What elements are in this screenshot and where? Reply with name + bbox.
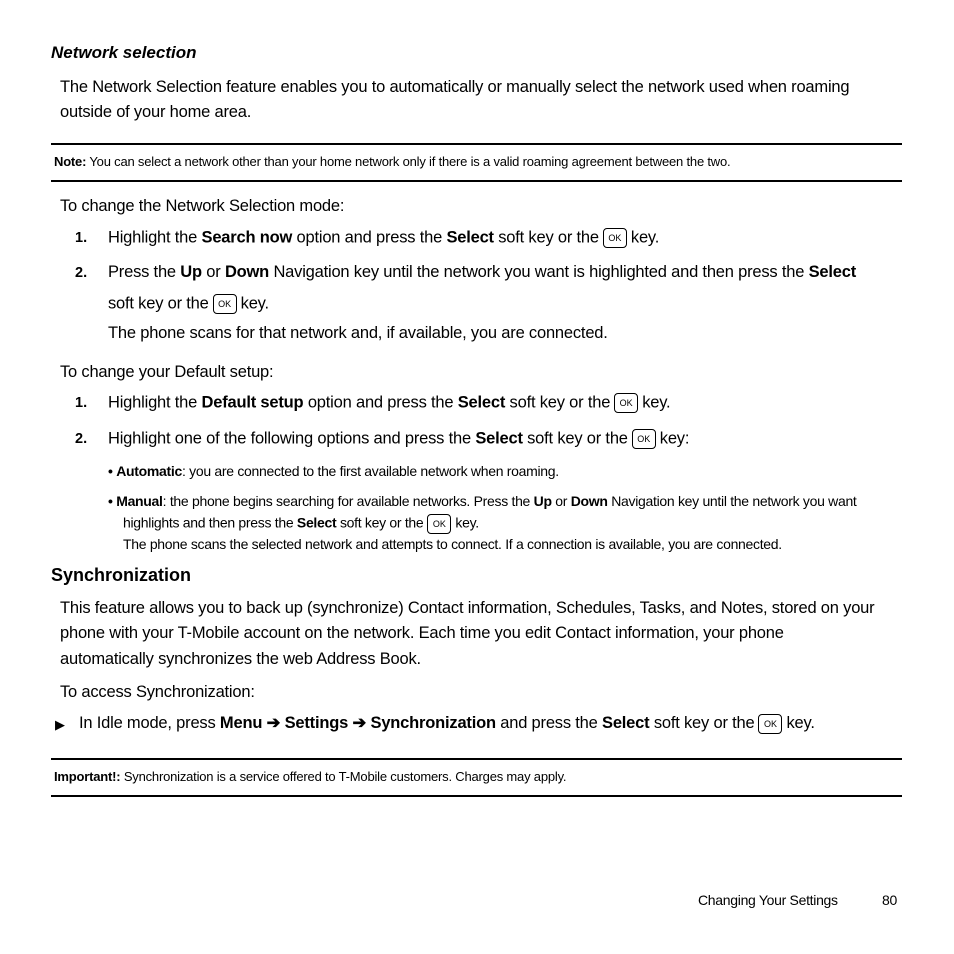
option-automatic bbox=[108, 463, 559, 479]
step-text: Highlight the bbox=[108, 393, 202, 412]
up-label: Up bbox=[533, 493, 552, 509]
note-label: Note: bbox=[54, 154, 87, 169]
note-box bbox=[54, 154, 730, 169]
sync-para-line-1: This feature allows you to back up (synchronize) Contact information, Schedules, Tasks, and Notes, stored on your bbox=[60, 599, 875, 617]
bullet: • bbox=[108, 463, 113, 479]
option-text: soft key or the bbox=[336, 514, 424, 531]
option-text: : you are connected to the first available network when roaming. bbox=[181, 463, 559, 479]
sync-step bbox=[79, 713, 815, 734]
select-label: Select bbox=[446, 228, 494, 247]
access-intro: To access Synchronization: bbox=[60, 683, 255, 701]
note-bottom-rule bbox=[51, 180, 902, 182]
step-text: option and press the bbox=[303, 393, 458, 412]
default-setup-label: Default setup bbox=[201, 393, 304, 412]
sync-para-line-2: phone with your T-Mobile account on the network. Each time you edit Contact information, your phone bbox=[60, 624, 784, 642]
step-text: or bbox=[201, 263, 225, 281]
step-text: key. bbox=[630, 228, 660, 247]
ok-key-icon: OK bbox=[603, 228, 627, 248]
important-bottom-rule bbox=[51, 795, 902, 797]
synchronization-label: Synchronization bbox=[370, 714, 496, 732]
sync-para-line-3: automatically synchronizes the web Address Book. bbox=[60, 650, 421, 668]
arrow-separator: ➔ bbox=[348, 714, 371, 732]
step-text: Press the bbox=[108, 263, 181, 281]
arrow-separator: ➔ bbox=[262, 714, 285, 732]
important-label: Important!: bbox=[54, 769, 121, 784]
step-number: 2. bbox=[75, 265, 88, 281]
search-now-label: Search now bbox=[201, 228, 293, 247]
mode-intro: To change the Network Selection mode: bbox=[60, 197, 345, 215]
option-text: : the phone begins searching for available networks. Press the bbox=[162, 493, 534, 509]
note-top-rule bbox=[51, 143, 902, 145]
step-text: key. bbox=[642, 393, 671, 412]
step-text: key: bbox=[659, 429, 690, 448]
note-text: You can select a network other than your home network only if there is a valid roaming agreement between the two. bbox=[89, 154, 731, 169]
settings-label: Settings bbox=[284, 714, 349, 732]
ok-key-icon: OK bbox=[614, 393, 638, 413]
step-number: 1. bbox=[75, 395, 88, 411]
step-number: 2. bbox=[75, 431, 88, 447]
manual-label: Manual bbox=[116, 493, 163, 509]
option-manual-line-2 bbox=[123, 514, 479, 534]
default-intro: To change your Default setup: bbox=[60, 363, 274, 381]
network-selection-heading: Network selection bbox=[51, 43, 197, 62]
select-label: Select bbox=[475, 429, 523, 448]
step-text: Highlight one of the following options and press the bbox=[108, 429, 476, 448]
step-text: soft key or the bbox=[493, 228, 599, 247]
page-number: 80 bbox=[882, 892, 897, 908]
select-label: Select bbox=[602, 714, 650, 732]
option-text: Navigation key until the network you want bbox=[607, 493, 857, 509]
step-text: soft key or the bbox=[505, 393, 611, 412]
option-text: highlights and then press the bbox=[123, 514, 297, 531]
option-manual-line-1 bbox=[108, 493, 857, 509]
step-number: 1. bbox=[75, 230, 88, 246]
step-text: option and press the bbox=[292, 228, 447, 247]
select-label: Select bbox=[808, 263, 857, 281]
step-text: In Idle mode, press bbox=[79, 714, 220, 732]
step-text: key. bbox=[240, 294, 269, 313]
ok-key-icon: OK bbox=[213, 294, 237, 314]
intro-line-1: The Network Selection feature enables you to automatically or manually select the network used when roaming bbox=[60, 78, 850, 96]
menu-label: Menu bbox=[219, 714, 263, 732]
bullet: • bbox=[108, 493, 113, 509]
intro-line-2: outside of your home area. bbox=[60, 103, 252, 121]
ok-key-icon: OK bbox=[427, 514, 451, 534]
down-label: Down bbox=[570, 493, 608, 509]
option-manual-line-3: The phone scans the selected network and attempts to connect. If a connection is available, you are connected. bbox=[123, 536, 782, 552]
step-text: Navigation key until the network you want is highlighted and then press the bbox=[269, 263, 809, 281]
option-text: key. bbox=[455, 514, 479, 531]
default-step-2 bbox=[108, 429, 689, 449]
step-text: and press the bbox=[495, 714, 603, 732]
up-label: Up bbox=[180, 263, 202, 281]
step-text: soft key or the bbox=[108, 294, 209, 313]
important-top-rule bbox=[51, 758, 902, 760]
step-text: Highlight the bbox=[108, 228, 202, 247]
important-box bbox=[54, 769, 566, 784]
step-text: soft key or the bbox=[649, 714, 755, 732]
select-label: Select bbox=[296, 514, 337, 531]
default-step-1 bbox=[108, 393, 670, 413]
mode-step-1 bbox=[108, 228, 659, 248]
step-text: key. bbox=[786, 714, 815, 732]
ok-key-icon: OK bbox=[758, 714, 782, 734]
ok-key-icon: OK bbox=[632, 429, 656, 449]
mode-step-2-result: The phone scans for that network and, if available, you are connected. bbox=[108, 324, 608, 342]
synchronization-heading: Synchronization bbox=[51, 565, 192, 585]
option-text: or bbox=[551, 493, 571, 509]
down-label: Down bbox=[224, 263, 270, 281]
footer-section: Changing Your Settings bbox=[698, 892, 838, 908]
mode-step-2-line-1 bbox=[108, 263, 856, 282]
select-label: Select bbox=[457, 393, 506, 412]
step-text: soft key or the bbox=[522, 429, 628, 448]
arrow-bullet-icon: ▶ bbox=[55, 717, 65, 732]
mode-step-2-line-2 bbox=[108, 294, 269, 314]
important-text: Synchronization is a service offered to T-Mobile customers. Charges may apply. bbox=[123, 769, 567, 784]
automatic-label: Automatic bbox=[116, 463, 182, 479]
